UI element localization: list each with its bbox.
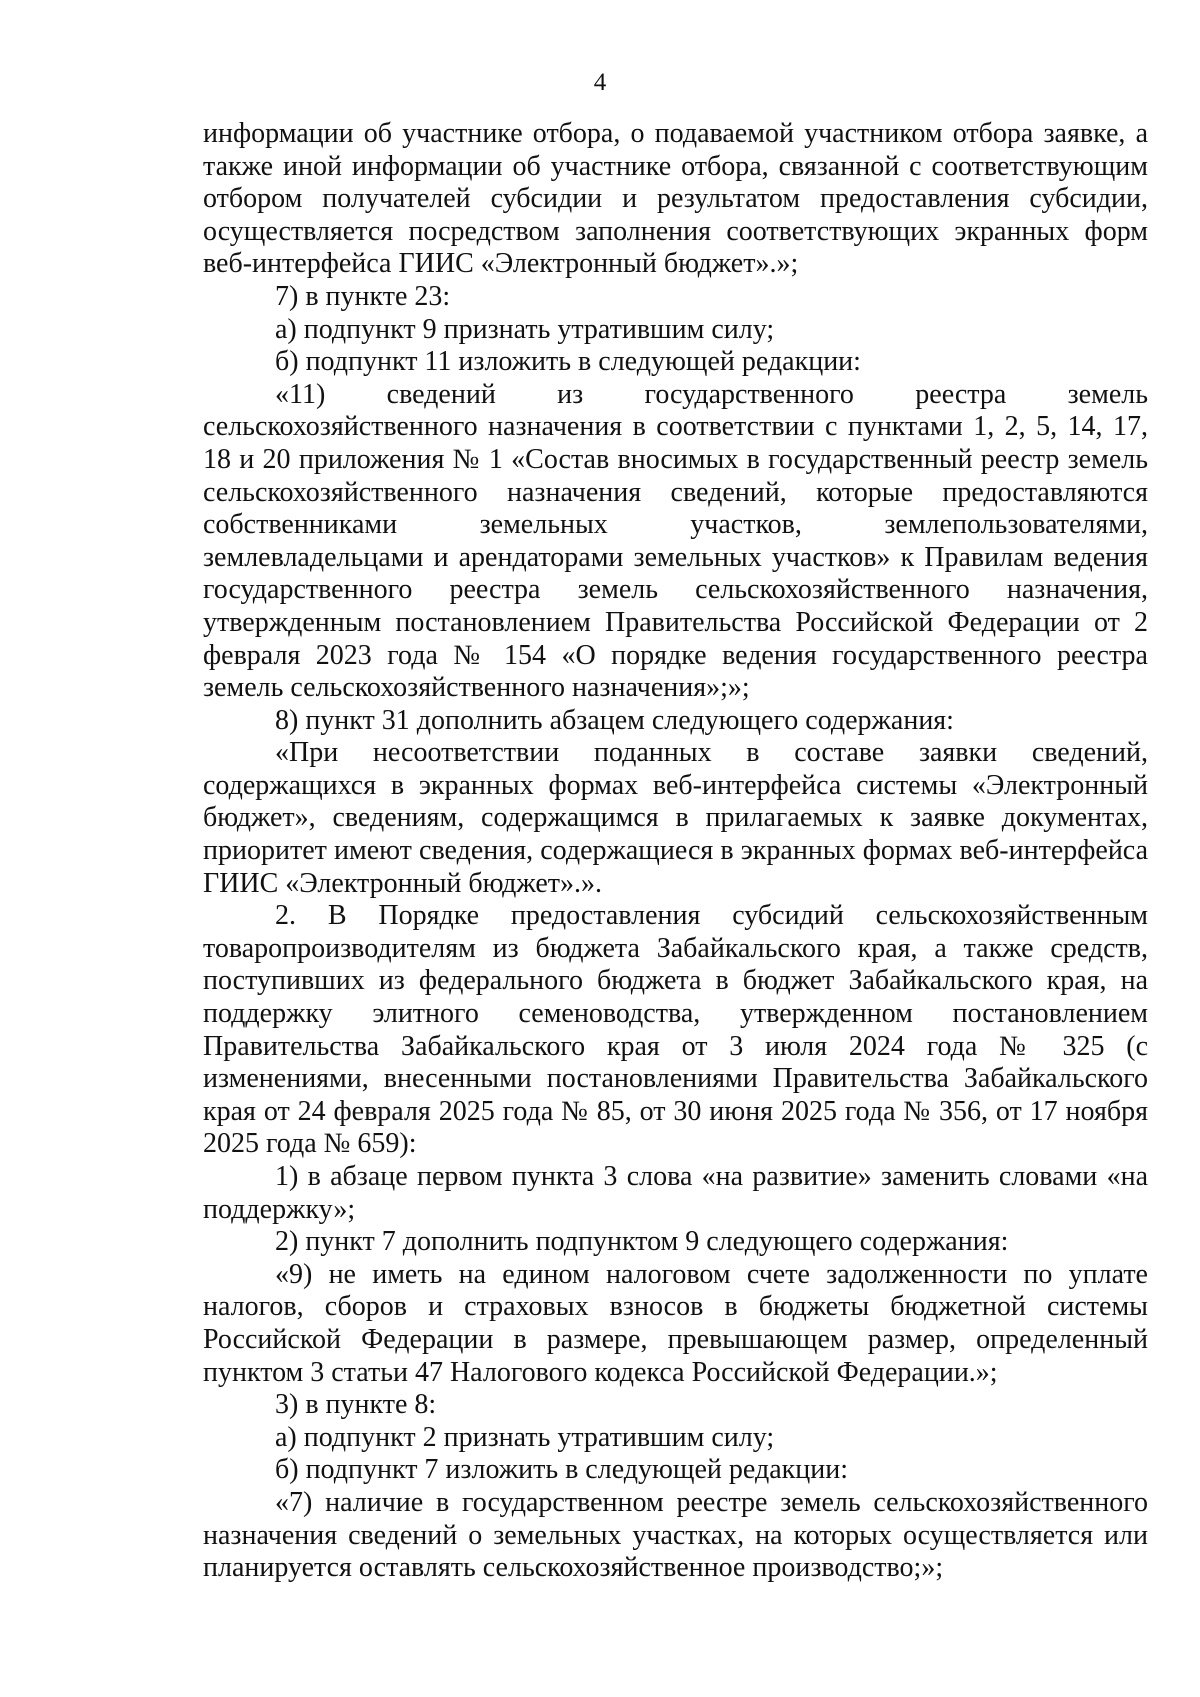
paragraph-section-2: 2. В Порядке предоставления субсидий сельскохозяйственным товаропроизводителям из бюджета Забайкальского края, а также средств, поступивших из федерального бюджета в бюджет Забайкальского края, на поддержку элитного семеноводства, утвержденном постановлением Правительства Забайкальского края от 3 июля 2024 года № 325 (с изменениями, внесенными постановлениями Правительства Забайкальского края от 24 февраля 2025 года № 85, от 30 июня 2025 года № 356, от 17 ноября 2025 года № 659): [203, 900, 1148, 1160]
paragraph-item-8: 8) пункт 31 дополнить абзацем следующего содержания: [275, 704, 954, 736]
paragraph-item-1: 1) в абзаце первом пункта 3 слова «на развитие» заменить словами «на поддержку»; [203, 1161, 1148, 1225]
paragraph-item-3: 3) в пункте 8: [275, 1389, 437, 1421]
paragraph-item-2: 2) пункт 7 дополнить подпунктом 9 следующего содержания: [275, 1226, 1009, 1258]
paragraph-subitem-a-2: а) подпункт 2 признать утратившим силу; [275, 1421, 775, 1453]
paragraph-subitem-b: б) подпункт 11 изложить в следующей редакции: [275, 346, 861, 378]
paragraph-continuation: информации об участнике отбора, о подаваемой участником отбора заявке, а также иной информации об участнике отбора, связанной с соответствующим отбором получателей субсидии и результатом предоставления субсидии, осуществляется посредством заполнения соответствующих экранных форм веб-интерфейса ГИИС «Электронный бюджет».»; [203, 118, 1148, 280]
paragraph-quote-pri: «При несоответствии поданных в составе заявки сведений, содержащихся в экранных формах веб-интерфейса системы «Электронный бюджет», сведениям, содержащимся в прилагаемых к заявке документах, приоритет имеют сведения, содержащиеся в экранных формах веб-интерфейса ГИИС «Электронный бюджет».». [203, 737, 1148, 899]
paragraph-quote-11: «11) сведений из государственного реестра земель сельскохозяйственного назначения в соответствии с пунктами 1, 2, 5, 14, 17, 18 и 20 приложения № 1 «Состав вносимых в государственный реестр земель сельскохозяйственного назначения сведений, которые предоставляются собственниками земельных участков, землепользователями, землевладельцами и арендаторами земельных участков» к Правилам ведения государственного реестра земель сельскохозяйственного назначения, утвержденным постановлением Правительства Российской Федерации от 2 февраля 2023 года № 154 «О порядке ведения государственного реестра земель сельскохозяйственного назначения»;»; [203, 378, 1148, 704]
page-number: 4 [593, 69, 607, 96]
paragraph-quote-7: «7) наличие в государственном реестре земель сельскохозяйственного назначения сведений о земельных участках, на которых осуществляется или планируется оставлять сельскохозяйственное производство;»; [203, 1486, 1148, 1584]
paragraph-quote-9: «9) не иметь на едином налоговом счете задолженности по уплате налогов, сборов и страховых взносов в бюджеты бюджетной системы Российской Федерации в размере, превышающем размер, определенный пунктом 3 статьи 47 Налогового кодекса Российской Федерации.»; [203, 1258, 1148, 1388]
document-body [203, 118, 1148, 1585]
paragraph-subitem-a: а) подпункт 9 признать утратившим силу; [275, 313, 775, 345]
paragraph-subitem-b-2: б) подпункт 7 изложить в следующей редакции: [275, 1454, 848, 1486]
paragraph-item-7: 7) в пункте 23: [275, 280, 451, 312]
